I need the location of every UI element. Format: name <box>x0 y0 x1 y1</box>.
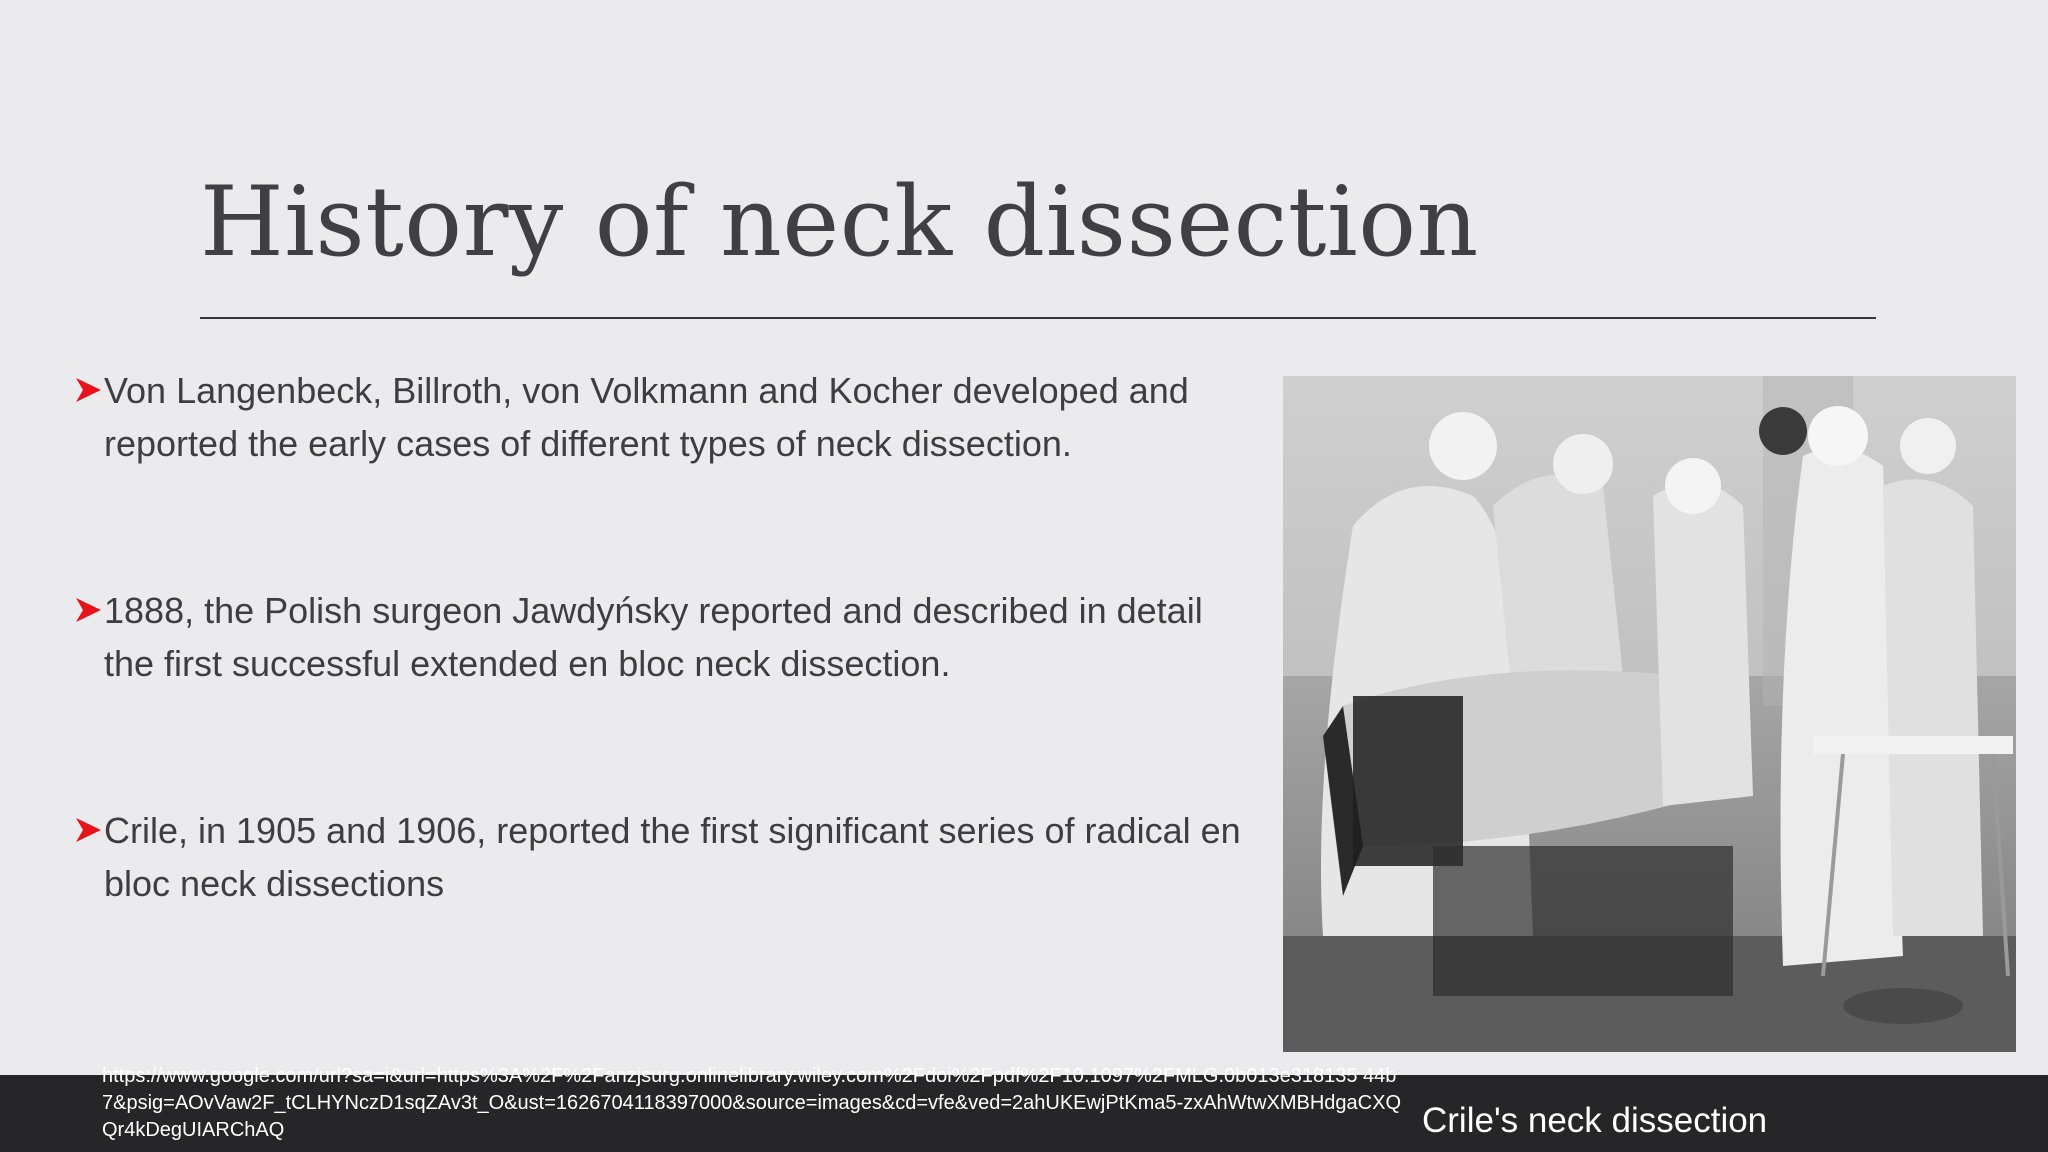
title-divider <box>200 317 1876 319</box>
bullet-item <box>74 804 1244 910</box>
image-caption: Crile's neck dissection <box>1422 1101 1768 1140</box>
bullet-item <box>74 364 1244 470</box>
surgery-photo-illustration <box>1283 376 2016 1052</box>
surgery-photo <box>1283 376 2016 1052</box>
source-link[interactable]: https://www.google.com/url?sa=i&url=https%3A%2F%2Fanzjsurg.onlinelibrary.wiley.com%2Fdoi%2Fpdf%2F10.1097%2FMLG.0b013e318135 44b7&psig=AOvVaw2F_tCLHYNczD1sqZAv3t_O&ust=1626704118397000&source=images&cd=vfe&ved=2ahUKEwjPtKma5-zxAhWtwXMBHdgaCXQQr4kDegUIARChAQ <box>102 1065 1402 1141</box>
arrowhead-bullet-icon <box>74 376 102 404</box>
bullet-item <box>74 584 1244 690</box>
arrowhead-bullet-icon <box>74 596 102 624</box>
bullet-text: Von Langenbeck, Billroth, von Volkmann and Kocher developed and reported the early cases of different types of neck dissection. <box>104 370 1189 464</box>
slide-title: History of neck dissection <box>200 166 1479 278</box>
bullet-list <box>74 364 1244 1024</box>
arrowhead-bullet-icon <box>74 816 102 844</box>
bullet-text: 1888, the Polish surgeon Jawdyńsky reported and described in detail the first successful extended en bloc neck dissection. <box>104 590 1203 684</box>
bullet-text: Crile, in 1905 and 1906, reported the first significant series of radical en bloc neck dissections <box>104 810 1241 904</box>
